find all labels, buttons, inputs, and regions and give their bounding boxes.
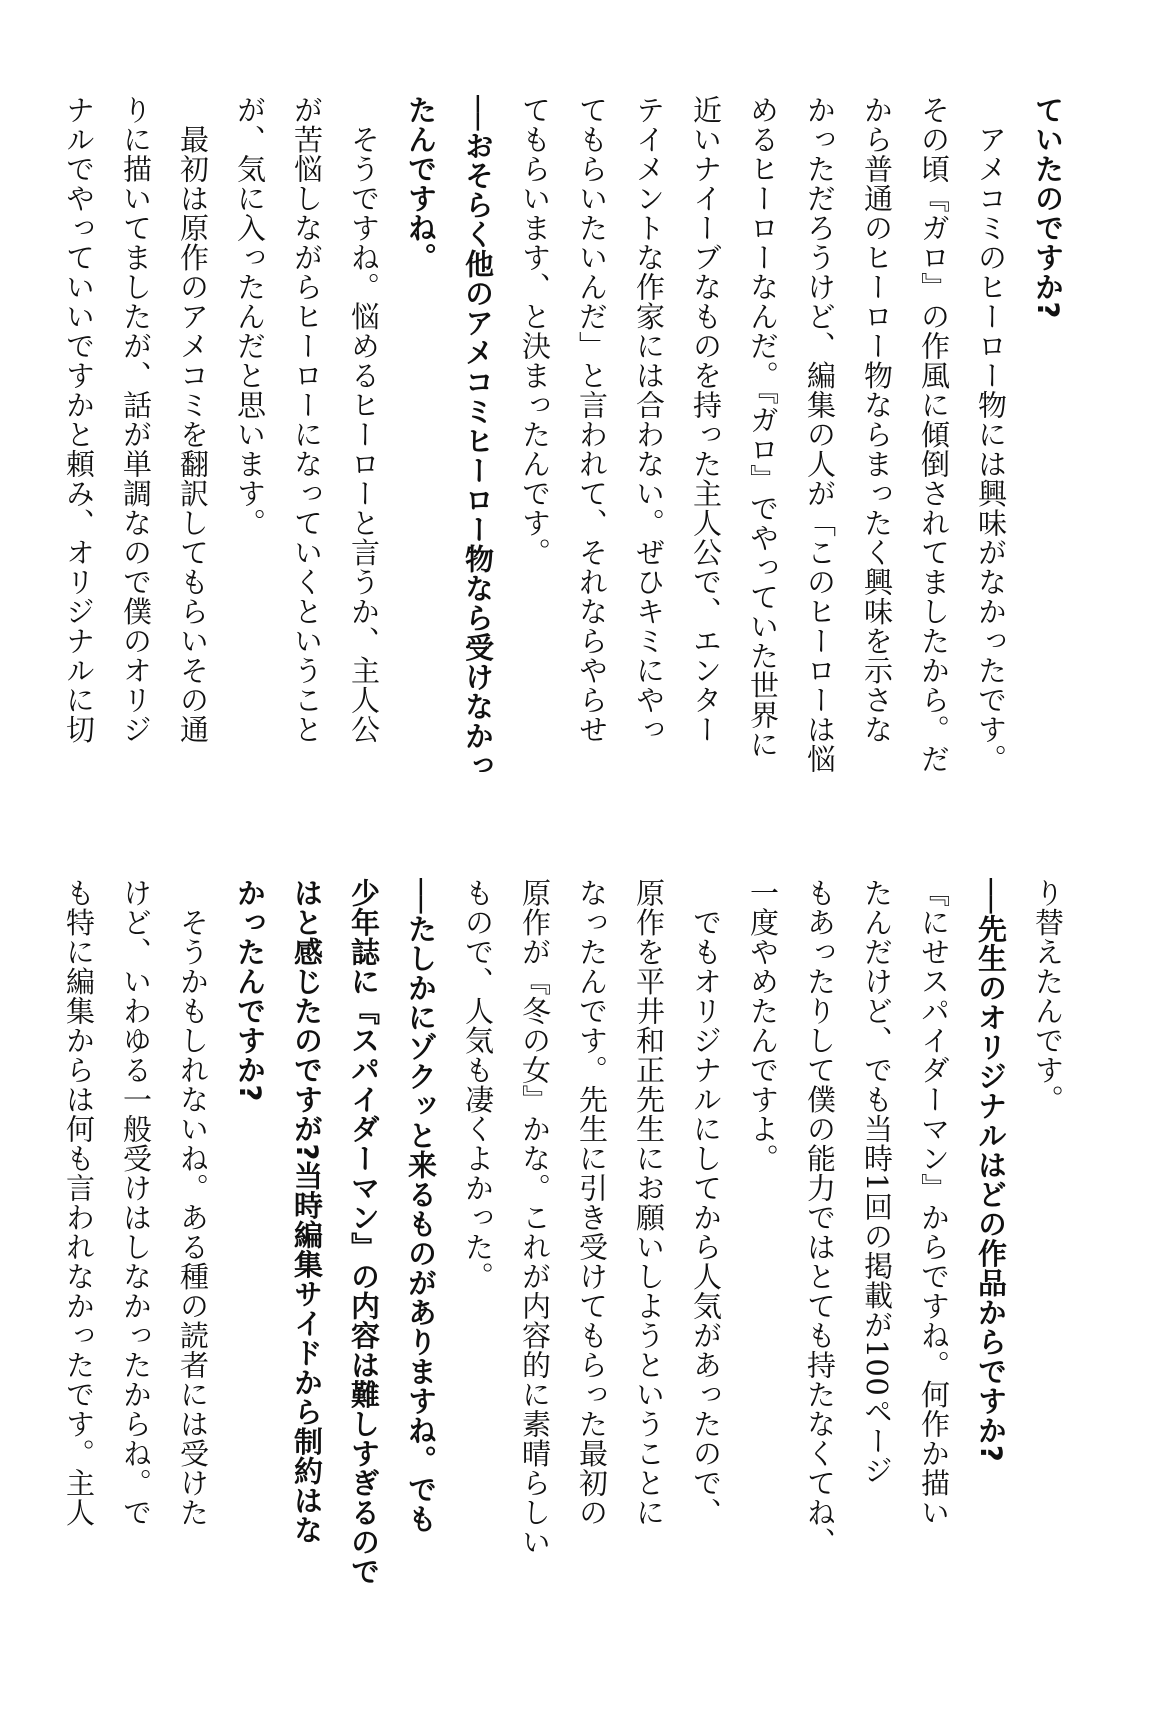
interview-answer-line: でもオリジナルにしてから人気があったので、 [689,878,723,1527]
interview-answer-line: が、気に入ったんだと思います。 [233,95,267,538]
interview-answer-line: も特に編集からは何も言われなかったです。主人 [62,878,96,1527]
interview-answer-line: 原作が『冬の女』かな。これが内容的に素晴らしい [518,878,552,1557]
interview-answer-line: たんだけど、でも当時1回の掲載が100ページ [860,878,894,1485]
interview-answer-line: 原作を平井和正先生にお願いしようということに [632,878,666,1527]
interview-answer-line: テイメントな作家には合わない。ぜひキミにやっ [632,95,666,744]
interview-answer-line: てもらいます、と決まったんです。 [518,95,552,567]
interview-question-line: かったんですか? [233,878,267,1102]
interview-answer-line: アメコミのヒーロー物には興味がなかったです。 [974,95,1008,774]
interview-answer-line: そうかもしれないね。ある種の読者には受けた [176,878,210,1527]
interview-answer-line: から普通のヒーロー物ならまったく興味を示さな [860,95,894,744]
interview-answer-line: 近いナイーブなものを持った主人公で、エンター [689,95,723,744]
interview-question-line: ていたのですか? [1031,95,1065,319]
interview-question-line: たんですね。 [404,95,438,272]
interview-answer-line: が苦悩しながらヒーローになっていくということ [290,95,324,744]
interview-answer-line: り替えたんです。 [1031,878,1065,1114]
interview-answer-line: けど、いわゆる一般受けはしなかったからね。で [119,878,153,1527]
interview-answer-line: りに描いてましたが、話が単調なので僕のオリジ [119,95,153,744]
interview-question-line: ──おそらく他のアメコミヒーロー物なら受けなかっ [461,95,495,780]
interview-answer-line: もので、人気も凄くよかった。 [461,878,495,1291]
interview-answer-line: めるヒーローなんだ。『ガロ』でやっていた世界に [746,95,780,759]
interview-question-line: ──たしかにゾクッと来るものがありますね。でも [404,878,438,1534]
interview-question-line: ──先生のオリジナルはどの作品からですか? [974,878,1008,1463]
interview-answer-line: てもらいたいんだ」と言われて、それならやらせ [575,95,609,744]
interview-answer-line: かっただろうけど、編集の人が「このヒーローは悩 [803,95,837,774]
upper-text-block [50,95,1076,835]
interview-answer-line: そうですね。悩めるヒーローと言うか、主人公 [347,95,381,744]
interview-answer-line: 『にせスパイダーマン』からですね。何作か描い [917,878,951,1527]
interview-answer-line: 一度やめたんですよ。 [746,878,780,1173]
interview-answer-line: もあったりして僕の能力ではとても持たなくてね、 [803,878,837,1557]
interview-question-line: 少年誌に『スパイダーマン』の内容は難しすぎるので [347,878,381,1586]
lower-text-block [50,878,1076,1598]
interview-question-line: はと感じたのですが?当時編集サイドから制約はな [290,878,324,1545]
interview-answer-line: ナルでやっていいですかと頼み、オリジナルに切 [62,95,96,744]
interview-answer-line: その頃『ガロ』の作風に傾倒されてましたから。だ [917,95,951,774]
interview-answer-line: 最初は原作のアメコミを翻訳してもらいその通 [176,95,210,744]
interview-answer-line: なったんです。先生に引き受けてもらった最初の [575,878,609,1527]
